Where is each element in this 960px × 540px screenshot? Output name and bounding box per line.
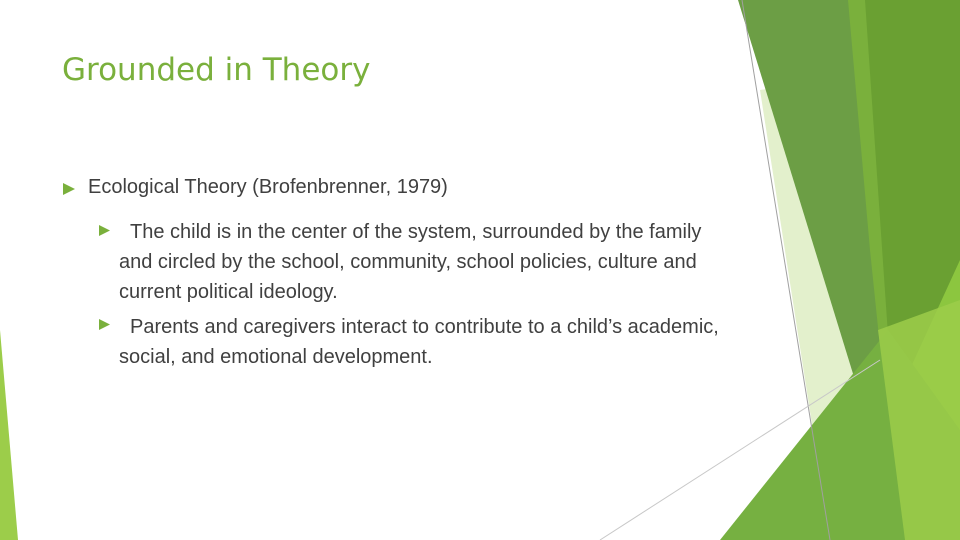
triangle-arrow-icon <box>98 318 111 331</box>
left-accent-shape <box>0 330 18 540</box>
slide-title: Grounded in Theory <box>62 52 371 88</box>
triangle-arrow-icon <box>98 224 111 237</box>
bullet-level2-item: Parents and caregivers interact to contribute to a child’s academic, social, and emotional development. <box>119 316 719 368</box>
bullet-level2-item: The child is in the center of the system, surrounded by the family and circled by the school, community, school policies, culture and current political ideology. <box>119 221 702 303</box>
triangle-arrow-icon <box>62 182 76 196</box>
bullet-level1-item: Ecological Theory (Brofenbrenner, 1979) <box>88 176 448 198</box>
